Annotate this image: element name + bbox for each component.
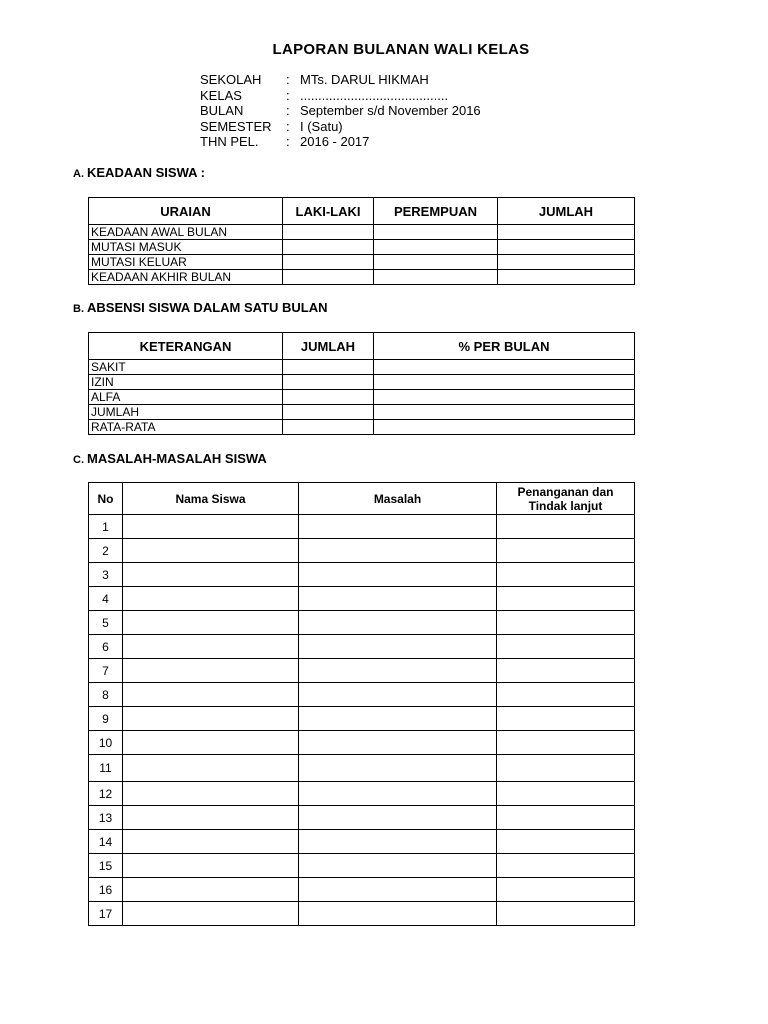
- table-row: [89, 755, 635, 782]
- row-number: 8: [89, 683, 123, 707]
- column-header: KETERANGAN: [89, 333, 283, 360]
- section-a-letter: A.: [73, 168, 84, 180]
- table-row: [89, 854, 635, 878]
- table-row: [89, 375, 635, 390]
- table-row: [89, 390, 635, 405]
- row-number: 15: [89, 854, 123, 878]
- table-row: [89, 878, 635, 902]
- info-separator: :: [286, 134, 290, 150]
- empty-cell: [497, 659, 635, 683]
- empty-cell: [299, 611, 497, 635]
- table-row: [89, 563, 635, 587]
- table-row: [89, 420, 635, 435]
- empty-cell: [497, 587, 635, 611]
- table-row: [89, 270, 635, 285]
- empty-cell: [283, 240, 374, 255]
- table-row: [89, 515, 635, 539]
- student-status-table: [88, 197, 635, 285]
- row-number: 12: [89, 782, 123, 806]
- empty-cell: [299, 515, 497, 539]
- info-label: THN PEL.: [200, 134, 259, 150]
- info-row: [200, 72, 481, 88]
- column-header: % PER BULAN: [374, 333, 635, 360]
- empty-cell: [299, 563, 497, 587]
- info-row: [200, 88, 481, 104]
- empty-cell: [283, 375, 374, 390]
- table-row: [89, 587, 635, 611]
- empty-cell: [299, 683, 497, 707]
- info-label: SEMESTER: [200, 118, 272, 134]
- empty-cell: [123, 707, 299, 731]
- info-value: September s/d November 2016: [300, 103, 481, 119]
- empty-cell: [497, 854, 635, 878]
- empty-cell: [497, 635, 635, 659]
- empty-cell: [498, 255, 635, 270]
- row-number: 6: [89, 635, 123, 659]
- row-label: JUMLAH: [89, 405, 283, 420]
- section-b-title: ABSENSI SISWA DALAM SATU BULAN: [87, 300, 328, 315]
- column-header: PEREMPUAN: [374, 198, 498, 225]
- table-header-row: [89, 198, 635, 225]
- empty-cell: [497, 515, 635, 539]
- info-value: .........................................: [300, 87, 449, 103]
- row-number: 1: [89, 515, 123, 539]
- empty-cell: [283, 360, 374, 375]
- empty-cell: [123, 563, 299, 587]
- row-number: 17: [89, 902, 123, 926]
- empty-cell: [497, 539, 635, 563]
- info-value: I (Satu): [300, 118, 343, 134]
- section-c-title: MASALAH-MASALAH SISWA: [87, 451, 267, 466]
- row-number: 5: [89, 611, 123, 635]
- table-row: [89, 539, 635, 563]
- row-label: KEADAAN AWAL BULAN: [89, 225, 283, 240]
- row-label: MUTASI MASUK: [89, 240, 283, 255]
- empty-cell: [497, 611, 635, 635]
- info-label: BULAN: [200, 103, 244, 119]
- empty-cell: [123, 830, 299, 854]
- empty-cell: [123, 635, 299, 659]
- empty-cell: [123, 902, 299, 926]
- row-number: 14: [89, 830, 123, 854]
- row-number: 3: [89, 563, 123, 587]
- empty-cell: [299, 830, 497, 854]
- empty-cell: [497, 707, 635, 731]
- empty-cell: [283, 420, 374, 435]
- empty-cell: [283, 270, 374, 285]
- empty-cell: [374, 225, 498, 240]
- info-separator: :: [286, 72, 290, 87]
- row-label: ALFA: [89, 390, 283, 405]
- empty-cell: [497, 683, 635, 707]
- column-header: URAIAN: [89, 198, 283, 225]
- empty-cell: [497, 563, 635, 587]
- table-row: [89, 806, 635, 830]
- table-row: [89, 635, 635, 659]
- empty-cell: [123, 755, 299, 782]
- info-row: [200, 119, 481, 135]
- info-separator: :: [286, 103, 290, 119]
- column-header: No: [89, 483, 123, 515]
- empty-cell: [497, 806, 635, 830]
- attendance-table: [88, 332, 635, 435]
- empty-cell: [374, 390, 635, 405]
- empty-cell: [374, 360, 635, 375]
- table-row: [89, 782, 635, 806]
- empty-cell: [374, 405, 635, 420]
- section-b-letter: B.: [73, 303, 84, 315]
- row-label: SAKIT: [89, 360, 283, 375]
- empty-cell: [497, 878, 635, 902]
- column-header: Penanganan dan Tindak lanjut: [497, 483, 635, 515]
- empty-cell: [283, 405, 374, 420]
- row-number: 4: [89, 587, 123, 611]
- row-number: 9: [89, 707, 123, 731]
- row-number: 10: [89, 731, 123, 755]
- table-header-row: [89, 483, 635, 515]
- section-b-heading: [73, 300, 328, 315]
- row-number: 13: [89, 806, 123, 830]
- row-label: RATA-RATA: [89, 420, 283, 435]
- empty-cell: [299, 539, 497, 563]
- empty-cell: [299, 806, 497, 830]
- empty-cell: [123, 854, 299, 878]
- empty-cell: [299, 755, 497, 782]
- info-row: [200, 134, 481, 150]
- school-info-block: [200, 72, 481, 150]
- empty-cell: [299, 635, 497, 659]
- section-a-title: KEADAAN SISWA :: [87, 165, 205, 180]
- empty-cell: [374, 255, 498, 270]
- empty-cell: [299, 902, 497, 926]
- table-row: [89, 255, 635, 270]
- column-header: JUMLAH: [283, 333, 374, 360]
- empty-cell: [497, 902, 635, 926]
- student-problems-table: [88, 482, 635, 926]
- page-title: LAPORAN BULANAN WALI KELAS: [272, 41, 530, 58]
- table-row: [89, 659, 635, 683]
- empty-cell: [498, 225, 635, 240]
- empty-cell: [299, 878, 497, 902]
- empty-cell: [498, 240, 635, 255]
- table-row: [89, 225, 635, 240]
- table-row: [89, 240, 635, 255]
- table-row: [89, 707, 635, 731]
- empty-cell: [123, 683, 299, 707]
- column-header: JUMLAH: [498, 198, 635, 225]
- empty-cell: [123, 878, 299, 902]
- info-value: MTs. DARUL HIKMAH: [300, 72, 429, 87]
- empty-cell: [123, 611, 299, 635]
- row-label: IZIN: [89, 375, 283, 390]
- info-label: SEKOLAH: [200, 72, 262, 87]
- row-number: 7: [89, 659, 123, 683]
- table-row: [89, 611, 635, 635]
- info-label: KELAS: [200, 87, 242, 103]
- table-row: [89, 360, 635, 375]
- empty-cell: [299, 854, 497, 878]
- empty-cell: [123, 731, 299, 755]
- empty-cell: [123, 782, 299, 806]
- empty-cell: [123, 659, 299, 683]
- empty-cell: [497, 731, 635, 755]
- column-header: Masalah: [299, 483, 497, 515]
- empty-cell: [123, 539, 299, 563]
- empty-cell: [497, 755, 635, 782]
- empty-cell: [123, 806, 299, 830]
- column-header: Nama Siswa: [123, 483, 299, 515]
- column-header: LAKI-LAKI: [283, 198, 374, 225]
- empty-cell: [283, 225, 374, 240]
- info-value: 2016 - 2017: [300, 134, 370, 150]
- empty-cell: [299, 707, 497, 731]
- empty-cell: [299, 731, 497, 755]
- info-separator: :: [286, 118, 290, 134]
- empty-cell: [497, 830, 635, 854]
- empty-cell: [374, 420, 635, 435]
- empty-cell: [123, 587, 299, 611]
- row-label: MUTASI KELUAR: [89, 255, 283, 270]
- table-row: [89, 683, 635, 707]
- empty-cell: [498, 270, 635, 285]
- row-number: 2: [89, 539, 123, 563]
- table-row: [89, 731, 635, 755]
- table-row: [89, 902, 635, 926]
- section-c-heading: [73, 451, 267, 466]
- section-a-heading: [73, 165, 205, 180]
- empty-cell: [497, 782, 635, 806]
- empty-cell: [374, 375, 635, 390]
- empty-cell: [283, 255, 374, 270]
- info-separator: :: [286, 87, 290, 103]
- section-c-letter: C.: [73, 454, 84, 466]
- info-row: [200, 103, 481, 119]
- empty-cell: [123, 515, 299, 539]
- empty-cell: [283, 390, 374, 405]
- table-header-row: [89, 333, 635, 360]
- table-row: [89, 830, 635, 854]
- empty-cell: [374, 270, 498, 285]
- row-label: KEADAAN AKHIR BULAN: [89, 270, 283, 285]
- empty-cell: [299, 659, 497, 683]
- table-row: [89, 405, 635, 420]
- empty-cell: [299, 587, 497, 611]
- empty-cell: [374, 240, 498, 255]
- row-number: 11: [89, 755, 123, 782]
- row-number: 16: [89, 878, 123, 902]
- empty-cell: [299, 782, 497, 806]
